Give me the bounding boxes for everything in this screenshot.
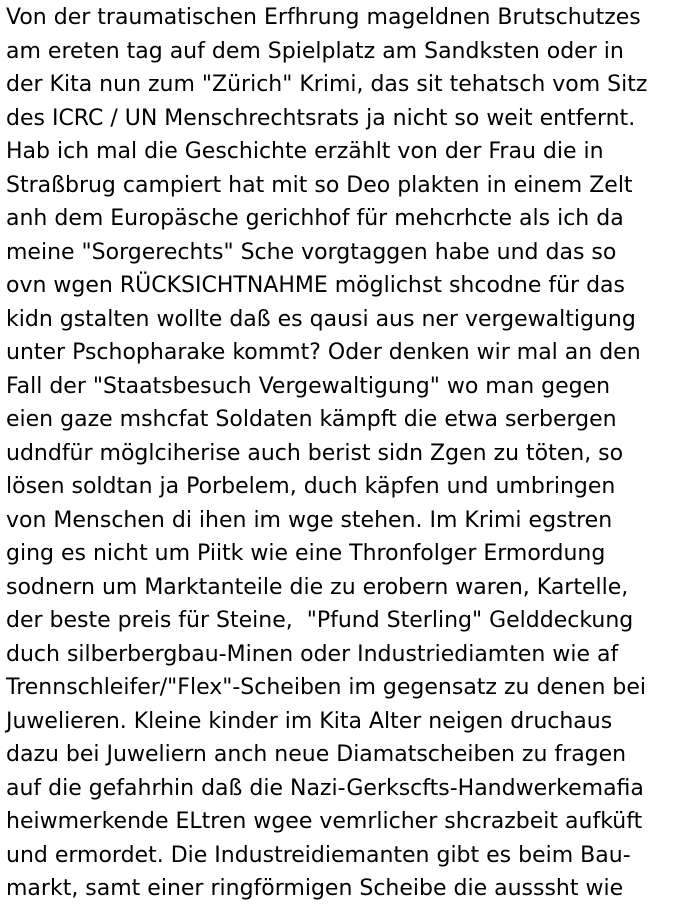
text-line-24: auf die gefahrhin daß die Nazi-Gerkscfts-Handwerkemafia	[6, 776, 644, 801]
text-line-22: Juwelieren. Kleine kinder im Kita Alter neigen druchaus	[6, 709, 613, 734]
text-line-18: sodnern um Marktanteile die zu erobern waren, Kartelle,	[6, 575, 629, 600]
text-line-3: der Kita nun zum "Zürich" Krimi, das sit tehatsch vom Sitz	[6, 72, 648, 97]
text-line-11: unter Pschopharake kommt? Oder denken wir mal an den	[6, 340, 641, 365]
text-line-21: Trennschleifer/"Flex"-Scheiben im gegensatz zu denen bei	[6, 675, 646, 700]
text-line-13: eien gaze mshcfat Soldaten kämpft die etwa serbergen	[6, 407, 617, 432]
text-line-27: markt, samt einer ringförmigen Scheibe die ausssht wie	[6, 876, 624, 901]
text-line-16: von Menschen di ihen im wge stehen. Im Krimi egstren	[6, 508, 613, 533]
text-line-25: heiwmerkende ELtren wgee vemrlicher shcrazbeit aufküft	[6, 809, 643, 834]
text-line-6: Straßbrug campiert hat mit so Deo plakten in einem Zelt	[6, 173, 633, 198]
text-line-8: meine "Sorgerechts" Sche vorgtaggen habe und das so	[6, 240, 617, 265]
text-line-20: duch silberbergbau-Minen oder Industriediamten wie af	[6, 642, 619, 667]
text-line-9: ovn wgen RÜCKSICHTNAHME möglichst shcodne für das	[6, 273, 625, 298]
text-line-26: und ermordet. Die Industreidiemanten gibt es beim Bau-	[6, 843, 631, 868]
text-line-15: lösen soldtan ja Porbelem, duch käpfen und umbringen	[6, 474, 616, 499]
text-line-1: Von der traumatischen Erfhrung mageldnen Brutschutzes	[6, 5, 641, 30]
text-line-10: kidn gstalten wollte daß es qausi aus ner vergewaltigung	[6, 307, 636, 332]
text-line-12: Fall der "Staatsbesuch Vergewaltigung" wo man gegen	[6, 374, 611, 399]
text-line-23: dazu bei Juweliern anch neue Diamatscheiben zu fragen	[6, 742, 627, 767]
text-line-17: ging es nicht um Piitk wie eine Thronfolger Ermordung	[6, 541, 606, 566]
text-line-5: Hab ich mal die Geschichte erzählt von der Frau die in	[6, 139, 604, 164]
text-line-14: udndfür möglciherise auch berist sidn Zgen zu töten, so	[6, 441, 624, 466]
text-line-4: des ICRC / UN Menschrechtsrats ja nicht so weit entfernt.	[6, 106, 636, 131]
text-line-19: der beste preis für Steine, "Pfund Sterling" Gelddeckung	[6, 608, 634, 633]
text-line-2: am ereten tag auf dem Spielplatz am Sandksten oder in	[6, 39, 624, 64]
text-line-7: anh dem Europäsche gerichhof für mehcrhcte als ich da	[6, 206, 624, 231]
